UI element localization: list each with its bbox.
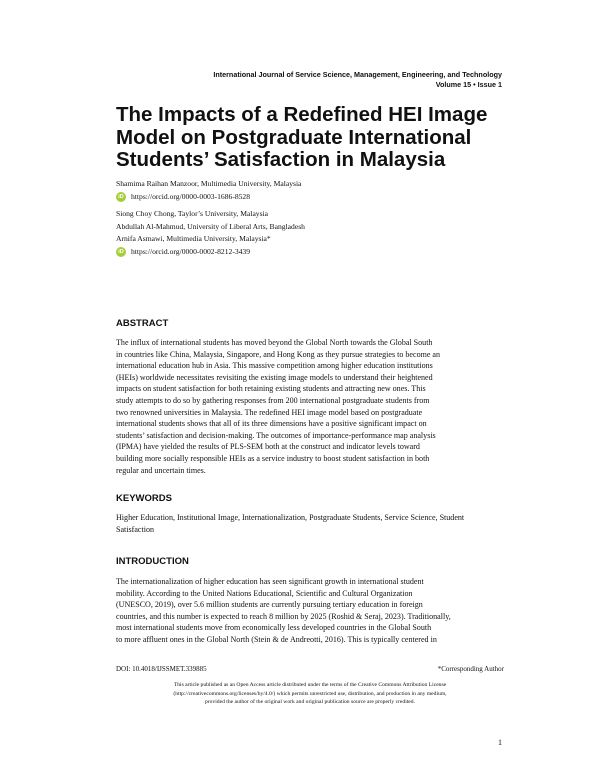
intro-line: The internationalization of higher education has seen significant growth in international student	[116, 577, 424, 586]
abstract-line: The influx of international students has moved beyond the Global North towards the Global South	[116, 338, 433, 347]
abstract-line: regular and uncertain times.	[116, 465, 206, 475]
journal-header	[213, 70, 502, 90]
keywords-heading: KEYWORDS	[116, 493, 172, 504]
footer-row	[116, 664, 504, 674]
keywords-line: Higher Education, Institutional Image, Internationalization, Postgraduate Students, Service Science, Student	[116, 513, 465, 522]
orcid-icon: iD	[116, 247, 126, 257]
doi[interactable]: DOI: 10.4018/IJSSMET.339885	[116, 665, 207, 673]
orcid-url-4: https://orcid.org/0000-0002-8212-3439	[131, 246, 251, 256]
author-1: Shamima Raihan Manzoor, Multimedia University, Malaysia	[116, 179, 302, 188]
abstract-text	[116, 337, 504, 476]
abstract-line: international students shows that all of its three dimensions have a positive significant impact on	[116, 419, 427, 429]
author-4: Arnifa Asmawi, Multimedia University, Malaysia*	[116, 234, 271, 243]
journal-name: International Journal of Service Science, Management, Engineering, and Technology	[213, 70, 502, 79]
abstract-line: two renowned universities in Malaysia. The redefined HEI image model based on postgraduate	[116, 407, 423, 417]
keywords-text	[116, 512, 504, 535]
intro-line: (UNESCO, 2019), over 5.6 million students are currently pursuing tertiary education in foreign	[116, 600, 423, 610]
abstract-line: international education hub in Asia. This massive competition among higher education institutions	[116, 361, 433, 371]
license-line: (http://creativecommons.org/licenses/by/4.0/) which permits unrestricted use, distribution, and production in any medium,	[173, 690, 447, 697]
abstract-line: students’ satisfaction and decision-making. The outcomes of importance-performance map analysis	[116, 430, 436, 440]
introduction-text	[116, 576, 504, 646]
intro-line: mobility. According to the United Nations Educational, Scientific and Cultural Organization	[116, 588, 413, 598]
corresponding-author-note: *Corresponding Author	[437, 665, 504, 673]
orcid-link-1[interactable]	[116, 191, 305, 204]
author-2: Siong Choy Chong, Taylor’s University, Malaysia	[116, 209, 269, 218]
journal-volume: Volume 15 • Issue 1	[435, 80, 502, 89]
abstract-line: study attempts to do so by gathering responses from 200 international postgraduate students from	[116, 395, 430, 405]
abstract-line: impacts on student satisfaction for both retaining existing students and attracting new ones. This	[116, 384, 426, 394]
intro-line: countries, and this number is expected to reach 8 million by 2025 (Roshid & Seraj, 2023). Traditionally,	[116, 611, 451, 621]
orcid-link-4[interactable]	[116, 246, 305, 259]
abstract-line: in countries like China, Malaysia, Singapore, and Hong Kong as they pursue strategies to become an	[116, 349, 441, 359]
license-notice	[116, 681, 504, 707]
author-block	[116, 178, 305, 258]
orcid-url-1: https://orcid.org/0000-0003-1686-8528	[131, 191, 251, 201]
license-line: provided the author of the original work and original publication source are properly credited.	[204, 699, 415, 706]
abstract-heading: ABSTRACT	[116, 318, 169, 329]
paper-title: The Impacts of a Redefined HEI Image Model on Postgraduate International Students’ Satisfaction in Malaysia	[116, 103, 488, 171]
abstract-line: (IPMA) have yielded the results of PLS-SEM both at the construct and indicator levels toward	[116, 442, 420, 452]
author-3: Abdullah Al-Mahmud, University of Liberal Arts, Bangladesh	[116, 221, 305, 231]
abstract-line: (HEIs) worldwide necessitates revisiting the existing image models to understand their heightened	[116, 372, 433, 382]
intro-line: most international students move from economically less developed countries in the Global South	[116, 623, 432, 633]
introduction-heading: INTRODUCTION	[116, 556, 189, 567]
intro-line: to more affluent ones in the Global North (Stein & de Andreotti, 2016). This is typically centered in	[116, 634, 437, 644]
license-line: This article published as an Open Access article distributed under the terms of the Creative Commons Attribution License	[173, 682, 447, 688]
abstract-line: building more socially responsible HEIs as a service industry to boost student satisfaction in both	[116, 453, 430, 463]
page-number: 1	[498, 738, 502, 747]
keywords-line: Satisfaction	[116, 524, 154, 534]
orcid-icon: iD	[116, 192, 126, 202]
